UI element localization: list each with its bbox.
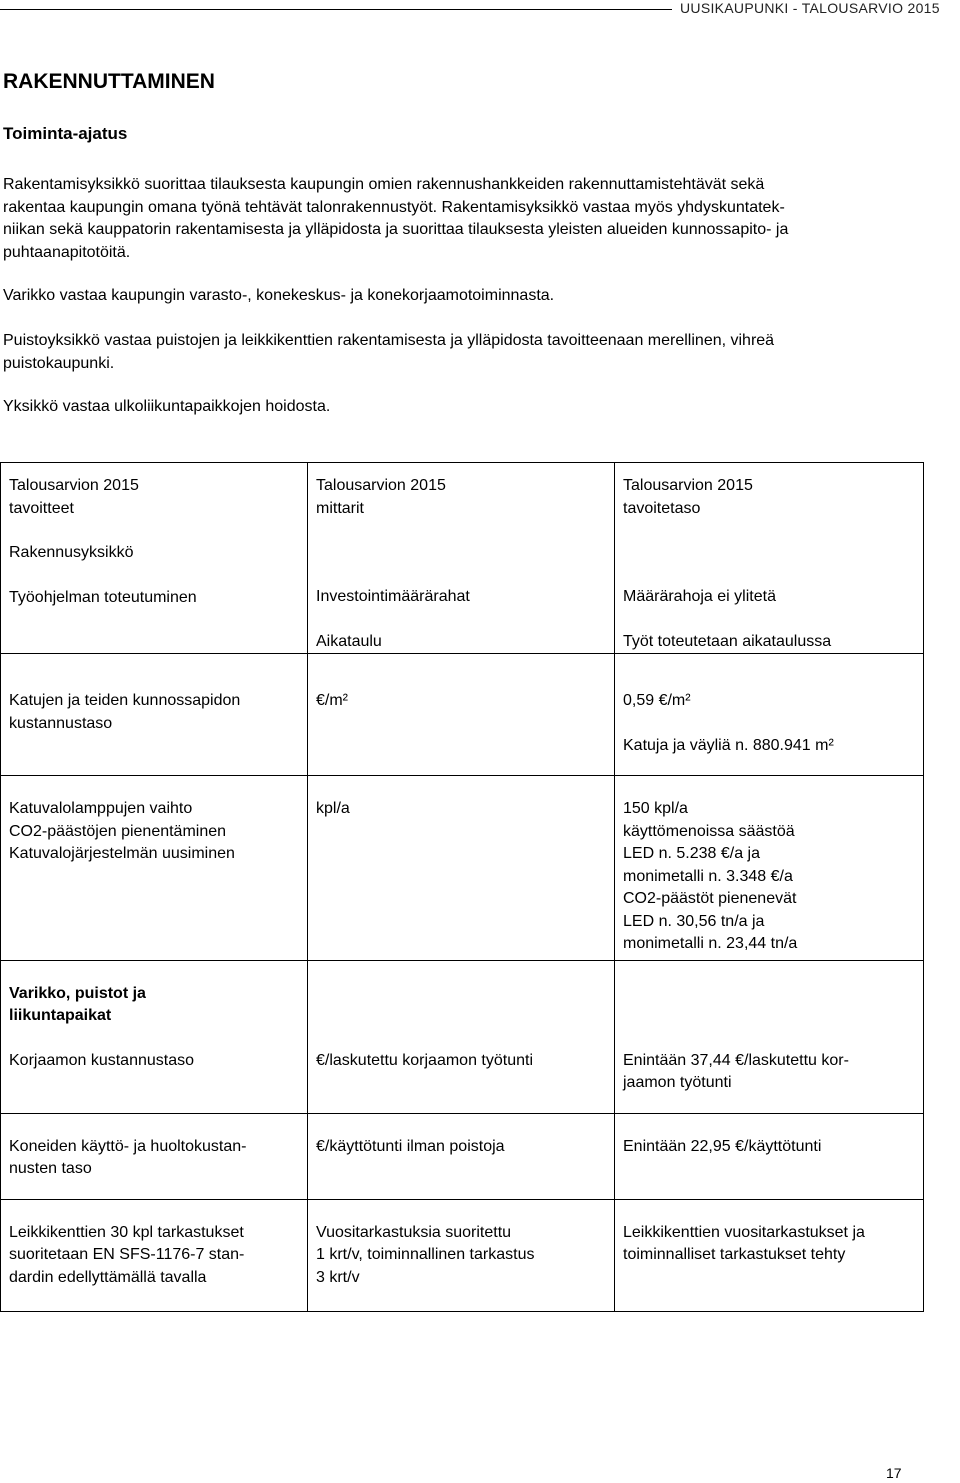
table-row bbox=[1, 776, 924, 961]
cell-level bbox=[615, 1199, 924, 1312]
header-line: Talousarvion 2015 bbox=[623, 477, 753, 494]
cell-goal bbox=[1, 654, 308, 776]
cell-line: suoritetaan EN SFS-1176-7 stan- bbox=[9, 1246, 245, 1263]
table-row bbox=[1, 1113, 924, 1199]
header-cell-tavoitetaso bbox=[615, 463, 924, 654]
goals-table bbox=[0, 462, 924, 1312]
cell-line: Leikkikenttien 30 kpl tarkastukset bbox=[9, 1223, 244, 1241]
section-label-varikko: liikuntapaikat bbox=[9, 1007, 112, 1024]
cell-line: Katuvalolamppujen vaihto bbox=[9, 800, 193, 817]
paragraph-line: Puistoyksikkö vastaa puistojen ja leikkikenttien rakentamisesta ja ylläpidosta tavoitteenaan merellinen, vihreä bbox=[3, 332, 775, 349]
header-line: mittarit bbox=[316, 499, 364, 517]
cell-line: 1 krt/v, toiminnallinen tarkastus bbox=[316, 1246, 535, 1263]
paragraph-varikko bbox=[3, 285, 953, 308]
table-header-row bbox=[1, 463, 924, 654]
cell-level bbox=[615, 960, 924, 1113]
header-line: Talousarvion 2015 bbox=[316, 477, 446, 494]
cell-line: nusten taso bbox=[9, 1160, 92, 1177]
paragraph-line: Rakentamisyksikkö suorittaa tilauksesta kaupungin omien rakennushankkeiden rakennuttamistehtävät sekä bbox=[3, 176, 765, 193]
cell-goal bbox=[1, 1113, 308, 1199]
cell-level: Määrärahoja ei ylitetä bbox=[623, 588, 776, 605]
table-row bbox=[1, 960, 924, 1113]
header-cell-mittarit bbox=[308, 463, 615, 654]
paragraph-line: puistokaupunki. bbox=[3, 354, 115, 372]
cell-level bbox=[615, 776, 924, 961]
cell-goal bbox=[1, 960, 308, 1113]
cell-line: Enintään 22,95 €/käyttötunti bbox=[623, 1137, 822, 1155]
cell-goal bbox=[1, 1199, 308, 1312]
paragraph-line: Yksikkö vastaa ulkoliikuntapaikkojen hoidosta. bbox=[3, 398, 331, 415]
paragraph-puistoyksikko bbox=[3, 330, 953, 375]
header-line: tavoitetaso bbox=[623, 499, 701, 517]
paragraph-rakentamisyksikko bbox=[3, 174, 953, 264]
paragraph-line: puhtaanapitotöitä. bbox=[3, 243, 131, 261]
cell-line: 3 krt/v bbox=[316, 1268, 360, 1286]
cell-line: Katuvalojärjestelmän uusiminen bbox=[9, 845, 235, 862]
cell-line: käyttömenoissa säästöä bbox=[623, 822, 795, 840]
cell-line: LED n. 30,56 tn/a ja bbox=[623, 912, 765, 930]
cell-line: €/käyttötunti ilman poistoja bbox=[316, 1137, 505, 1155]
paragraph-line: niikan sekä kauppatorin rakentamisesta ja ylläpidosta ja suorittaa tilauksesta yleisten alueiden kunnossapito- ja bbox=[3, 221, 789, 238]
cell-metric bbox=[308, 960, 615, 1113]
cell-level bbox=[615, 1113, 924, 1199]
cell-line: €/m² bbox=[316, 692, 348, 709]
cell-line: Koneiden käyttö- ja huoltokustan- bbox=[9, 1137, 247, 1155]
table-row bbox=[1, 654, 924, 776]
header-line: Talousarvion 2015 bbox=[9, 477, 139, 494]
cell-line: monimetalli n. 23,44 tn/a bbox=[623, 935, 798, 952]
header-rule bbox=[0, 9, 672, 10]
page-number: 17 bbox=[886, 1465, 902, 1481]
table-row bbox=[1, 1199, 924, 1312]
cell-metric: Aikataulu bbox=[316, 632, 382, 650]
page-title: RAKENNUTTAMINEN bbox=[3, 70, 215, 93]
running-header: UUSIKAUPUNKI - TALOUSARVIO 2015 bbox=[680, 0, 940, 16]
cell-line: kustannustaso bbox=[9, 714, 113, 732]
cell-line: jaamon työtunti bbox=[623, 1074, 732, 1091]
cell-line: CO2-päästöjen pienentäminen bbox=[9, 822, 227, 840]
cell-line: kpl/a bbox=[316, 800, 350, 817]
cell-line: toiminnalliset tarkastukset tehty bbox=[623, 1246, 846, 1263]
cell-line: 150 kpl/a bbox=[623, 800, 688, 817]
section-label-rakennusyksikko: Rakennusyksikkö bbox=[9, 544, 134, 561]
cell-line: 0,59 €/m² bbox=[623, 692, 691, 709]
cell-metric: Investointimäärärahat bbox=[316, 588, 470, 605]
cell-metric bbox=[308, 776, 615, 961]
cell-metric bbox=[308, 1113, 615, 1199]
paragraph-line: rakentaa kaupungin omana työnä tehtävät talonrakennustyöt. Rakentamisyksikkö vastaa myös yhdyskuntatek- bbox=[3, 198, 785, 216]
cell-line: Katuja ja väyliä n. 880.941 m² bbox=[623, 736, 834, 754]
section-label-varikko: Varikko, puistot ja bbox=[9, 984, 146, 1002]
cell-line: CO2-päästöt pienenevät bbox=[623, 890, 797, 907]
cell-line: LED n. 5.238 €/a ja bbox=[623, 845, 760, 862]
cell-line: dardin edellyttämällä tavalla bbox=[9, 1268, 207, 1286]
header-cell-tavoitteet bbox=[1, 463, 308, 654]
cell-metric bbox=[308, 654, 615, 776]
cell-line: Leikkikenttien vuositarkastukset ja bbox=[623, 1223, 865, 1241]
cell-line: Enintään 37,44 €/laskutettu kor- bbox=[623, 1051, 849, 1069]
cell-line: monimetalli n. 3.348 €/a bbox=[623, 867, 793, 885]
cell-metric bbox=[308, 1199, 615, 1312]
cell-goal bbox=[1, 776, 308, 961]
cell-goal: Työohjelman toteutuminen bbox=[9, 588, 197, 606]
paragraph-line: Varikko vastaa kaupungin varasto-, konekeskus- ja konekorjaamotoiminnasta. bbox=[3, 287, 555, 304]
cell-line: Katujen ja teiden kunnossapidon bbox=[9, 692, 241, 709]
paragraph-yksikko bbox=[3, 396, 953, 419]
cell-line: Vuositarkastuksia suoritettu bbox=[316, 1223, 512, 1241]
section-subtitle: Toiminta-ajatus bbox=[3, 124, 128, 143]
cell-level bbox=[615, 654, 924, 776]
cell-line: Korjaamon kustannustaso bbox=[9, 1051, 194, 1069]
cell-level: Työt toteutetaan aikataulussa bbox=[623, 632, 832, 650]
cell-line: €/laskutettu korjaamon työtunti bbox=[316, 1051, 534, 1069]
header-line: tavoitteet bbox=[9, 499, 74, 517]
